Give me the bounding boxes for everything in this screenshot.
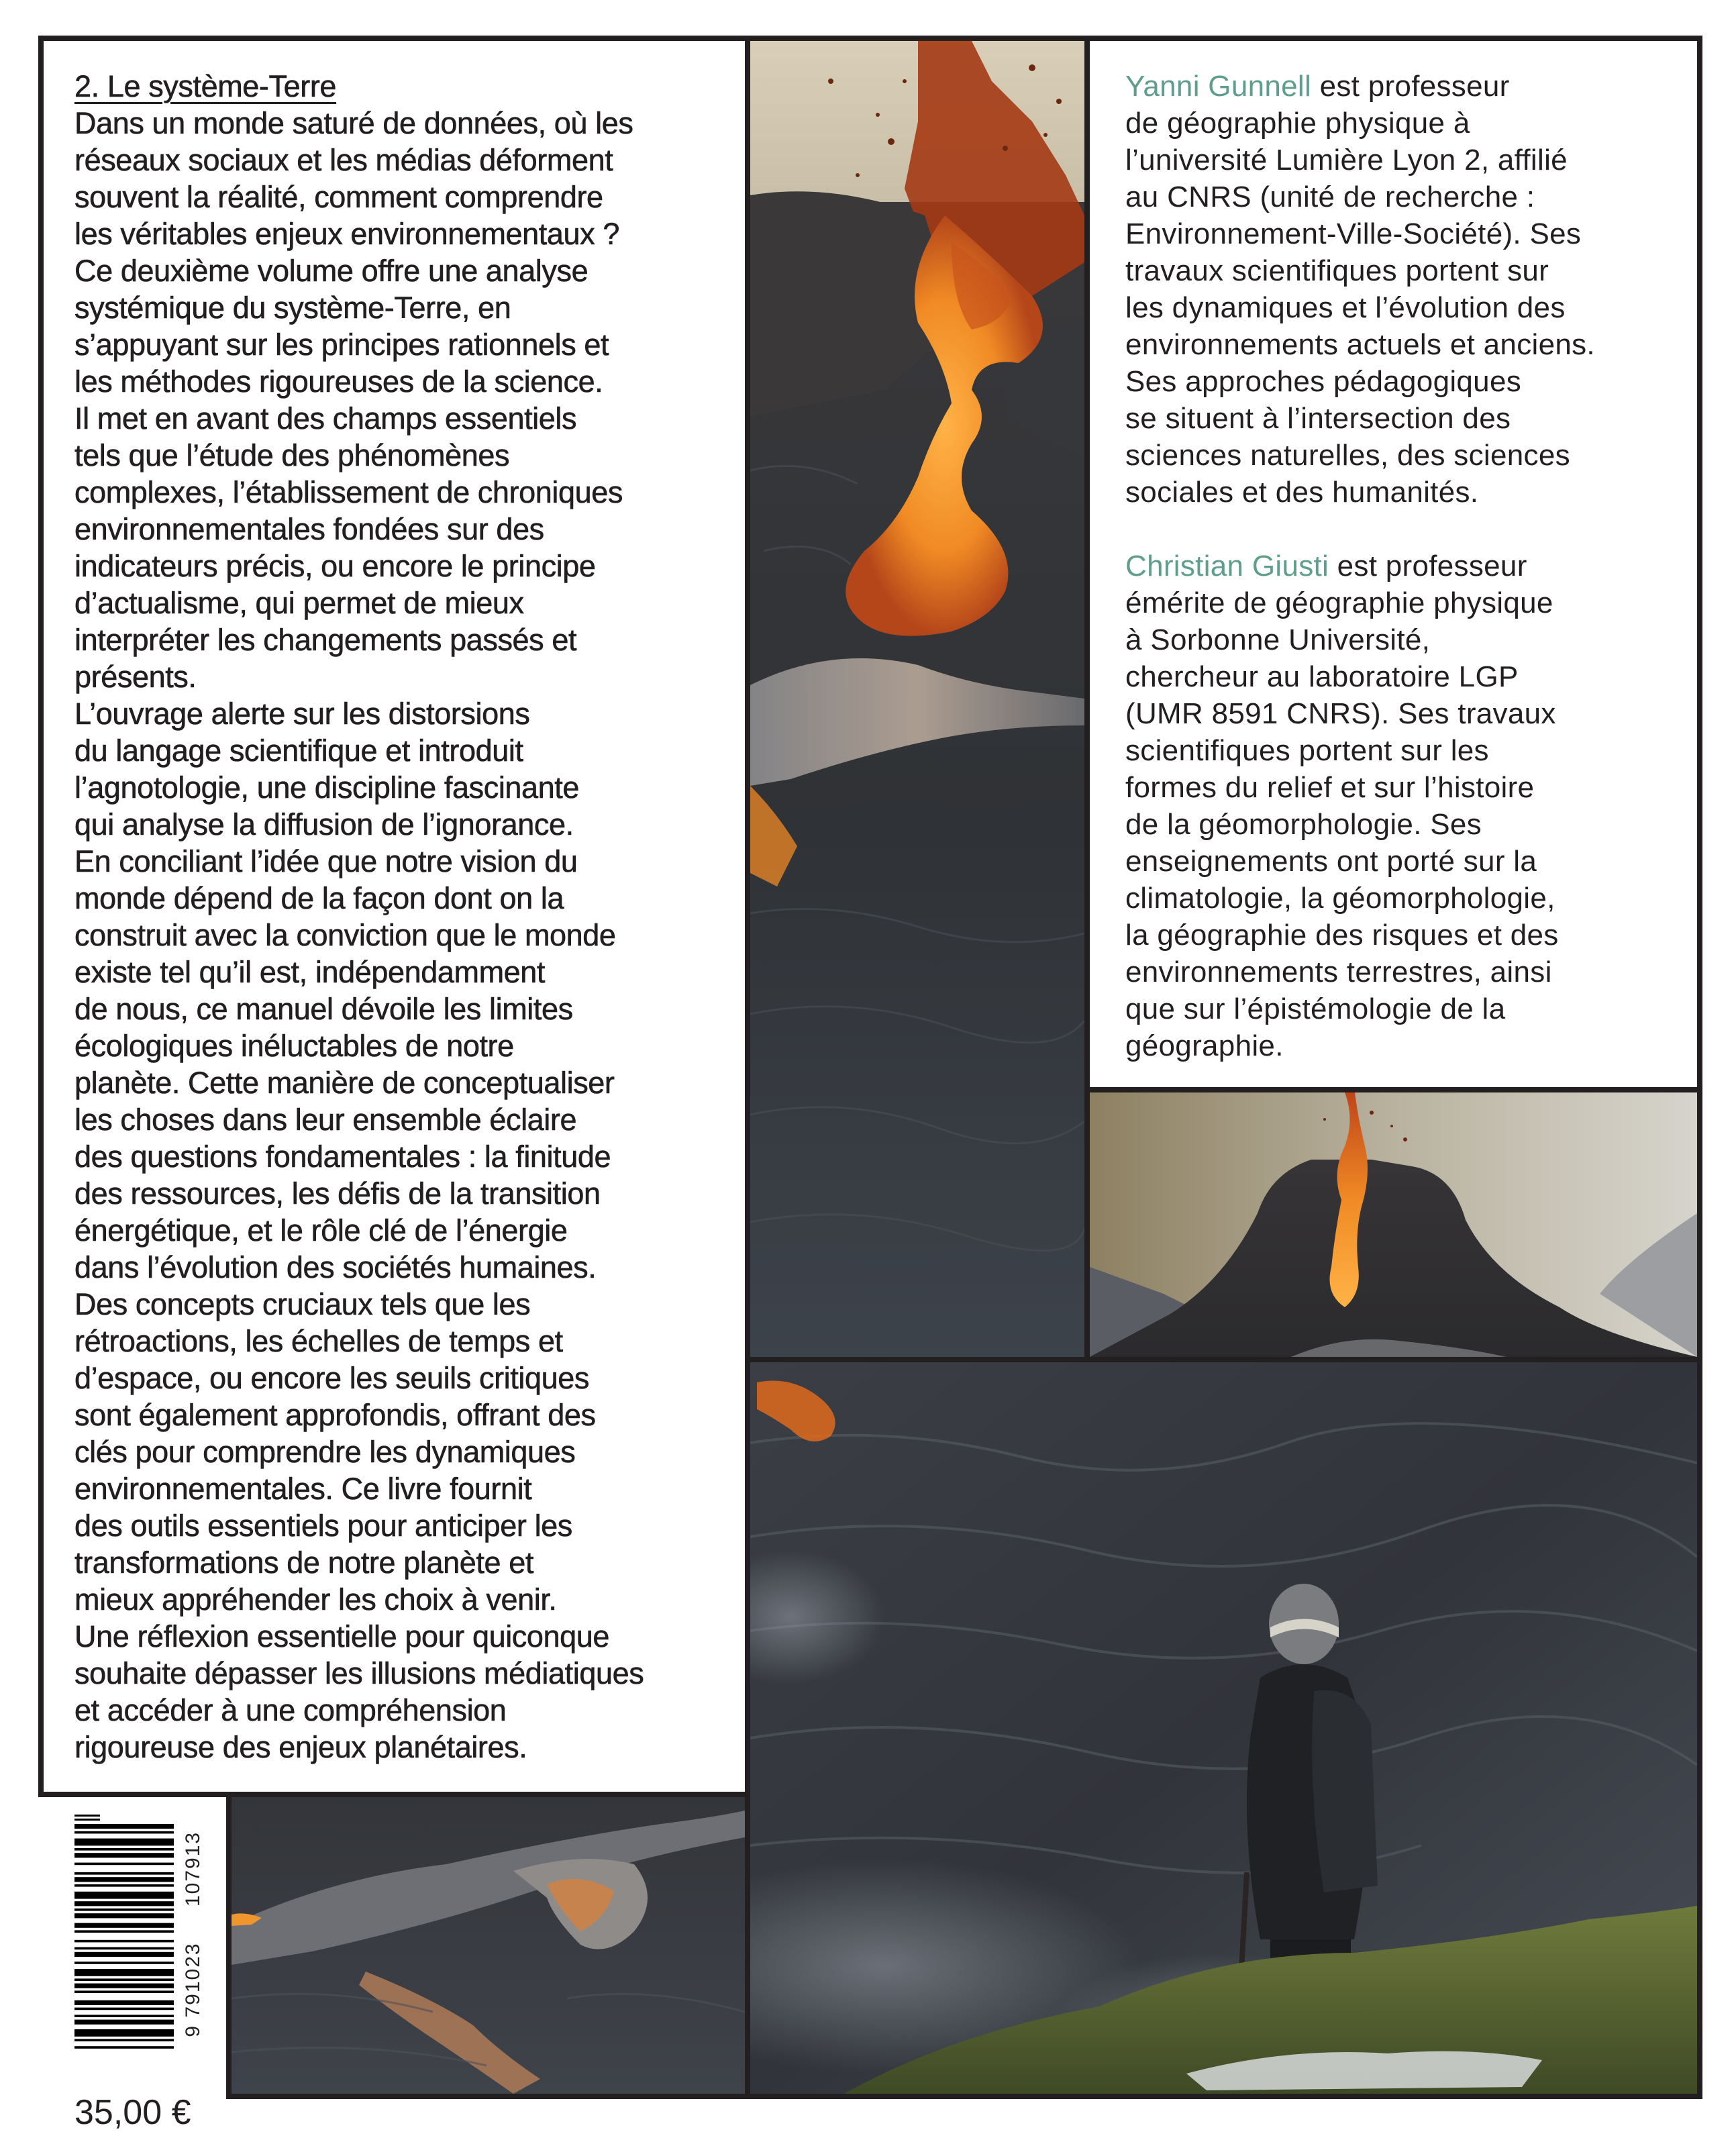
author-bio-line: chercheur au laboratoire LGP bbox=[1125, 660, 1519, 693]
barcode-bar bbox=[74, 1908, 174, 1911]
barcode-bar bbox=[74, 1901, 174, 1906]
author-bio-first-line bbox=[1125, 68, 1595, 105]
description-line: Dans un monde saturé de données, où les bbox=[74, 106, 633, 140]
barcode-bar bbox=[74, 1831, 174, 1834]
barcode-bar bbox=[74, 1863, 174, 1866]
description-line: rétroactions, les échelles de temps et bbox=[74, 1324, 563, 1358]
barcode-bar bbox=[74, 2020, 174, 2025]
description-line: l’agnotologie, une discipline fascinante bbox=[74, 770, 580, 805]
price-label: 35,00 € bbox=[74, 2093, 191, 2132]
description-line: les méthodes rigoureuses de la science. bbox=[74, 364, 603, 399]
barcode-bar bbox=[74, 1952, 174, 1957]
author-name: Christian Giusti bbox=[1125, 550, 1329, 582]
description-line: Il met en avant des champs essentiels bbox=[74, 401, 577, 436]
description-line: Des concepts cruciaux tels que les bbox=[74, 1287, 531, 1321]
author-bio-line: (UMR 8591 CNRS). Ses travaux bbox=[1125, 697, 1556, 730]
author-bio-line: l’université Lumière Lyon 2, affilié bbox=[1125, 144, 1568, 176]
author-bio-line: environnements terrestres, ainsi bbox=[1125, 956, 1552, 988]
barcode-bar bbox=[74, 1969, 174, 1976]
description-line: environnementales. Ce livre fournit bbox=[74, 1472, 532, 1506]
author-bio-line: environnements actuels et anciens. bbox=[1125, 328, 1595, 361]
author-bio-line: à Sorbonne Université, bbox=[1125, 623, 1431, 656]
description-line: rigoureuse des enjeux planétaires. bbox=[74, 1730, 527, 1764]
description-line: qui analyse la diffusion de l’ignorance. bbox=[74, 807, 574, 842]
barcode-bar bbox=[74, 2029, 174, 2037]
description-line: interpréter les changements passés et bbox=[74, 623, 577, 657]
barcode-bar bbox=[74, 1877, 174, 1882]
photo-lava-fissure bbox=[745, 36, 1090, 1362]
barcode-guard-bar bbox=[74, 1815, 100, 1817]
author-bio-line: sociales et des humanités. bbox=[1125, 476, 1479, 509]
author-bio-text: est professeur bbox=[1329, 550, 1527, 582]
author-name: Yanni Gunnell bbox=[1125, 70, 1312, 103]
paragraph-gap bbox=[1125, 511, 1595, 548]
description-line: monde dépend de la façon dont on la bbox=[74, 881, 564, 915]
description-line: et accéder à une compréhension bbox=[74, 1693, 507, 1727]
description-line: Une réflexion essentielle pour quiconque bbox=[74, 1619, 610, 1653]
description-line: d’espace, ou encore les seuils critiques bbox=[74, 1361, 589, 1395]
author-bio-line: la géographie des risques et des bbox=[1125, 919, 1559, 952]
description-line: mieux appréhender les choix à venir. bbox=[74, 1582, 557, 1617]
barcode-bar bbox=[74, 1930, 174, 1933]
author-bio-line: enseignements ont porté sur la bbox=[1125, 845, 1537, 878]
barcode-bar bbox=[74, 2039, 174, 2041]
description-line: systémique du système-Terre, en bbox=[74, 291, 511, 325]
author-bio-line: se situent à l’intersection des bbox=[1125, 402, 1511, 435]
description-line: souvent la réalité, comment comprendre bbox=[74, 180, 603, 214]
author-bio-line: géographie. bbox=[1125, 1029, 1284, 1062]
author-bio-line: les dynamiques et l’évolution des bbox=[1125, 291, 1566, 324]
description-line: réseaux sociaux et les médias déforment bbox=[74, 143, 613, 177]
barcode-bar bbox=[74, 1940, 174, 1943]
description-line: les choses dans leur ensemble éclaire bbox=[74, 1103, 577, 1137]
description-line: énergétique, et le rôle clé de l’énergie bbox=[74, 1213, 568, 1248]
barcode-bar bbox=[74, 1853, 174, 1857]
description-line: clés pour comprendre les dynamiques bbox=[74, 1435, 576, 1469]
barcode-bar bbox=[74, 1824, 174, 1829]
barcode-digits-left: 9 791023 bbox=[182, 1942, 204, 2037]
description-line: planète. Cette manière de conceptualiser bbox=[74, 1066, 615, 1100]
description-line: complexes, l’établissement de chroniques bbox=[74, 475, 623, 509]
description-line: tels que l’étude des phénomènes bbox=[74, 438, 510, 472]
author-bio-line: de géographie physique à bbox=[1125, 107, 1470, 140]
description-panel bbox=[38, 36, 750, 1797]
author-bio-line: émérite de géographie physique bbox=[1125, 587, 1553, 619]
description-line: environnementales fondées sur des bbox=[74, 512, 544, 546]
barcode-bar bbox=[74, 1984, 174, 1988]
isbn-barcode bbox=[74, 1805, 209, 2053]
hiker-lava-field-image bbox=[750, 1362, 1697, 2094]
author-bio-line: de la géomorphologie. Ses bbox=[1125, 808, 1482, 841]
description-text bbox=[74, 68, 644, 1766]
author-bio-line: au CNRS (unité de recherche : bbox=[1125, 181, 1535, 213]
barcode-guard-bar bbox=[74, 1819, 100, 1821]
description-line: du langage scientifique et introduit bbox=[74, 733, 523, 768]
author-bio-line: que sur l’épistémologie de la bbox=[1125, 992, 1506, 1025]
description-line: existe tel qu’il est, indépendamment bbox=[74, 955, 546, 989]
volcano-cone-image bbox=[1090, 1092, 1697, 1357]
barcode-bar bbox=[74, 2015, 174, 2017]
description-line: de nous, ce manuel dévoile les limites bbox=[74, 992, 573, 1026]
description-line: construit avec la conviction que le monde bbox=[74, 918, 616, 952]
barcode-bar bbox=[74, 1892, 174, 1899]
description-line: s’appuyant sur les principes rationnels et bbox=[74, 327, 609, 362]
description-line: des questions fondamentales : la finitude bbox=[74, 1139, 611, 1174]
description-line: transformations de notre planète et bbox=[74, 1545, 533, 1580]
barcode-bar bbox=[74, 1962, 174, 1964]
authors-text bbox=[1125, 68, 1595, 1064]
description-line: dans l’évolution des sociétés humaines. bbox=[74, 1250, 597, 1284]
lava-fissure-image bbox=[750, 41, 1084, 1357]
author-bio-line: climatologie, la géomorphologie, bbox=[1125, 882, 1555, 915]
barcode-bar bbox=[74, 1913, 174, 1918]
photo-lava-flow bbox=[226, 1792, 750, 2099]
author-bio-line: sciences naturelles, des sciences bbox=[1125, 439, 1570, 472]
barcode-bar bbox=[74, 1848, 174, 1851]
description-line: des outils essentiels pour anticiper les bbox=[74, 1509, 572, 1543]
barcode-digits-right: 107913 bbox=[182, 1831, 204, 1907]
author-bio-line: formes du relief et sur l’histoire bbox=[1125, 771, 1535, 804]
barcode-bar bbox=[74, 2008, 174, 2010]
barcode-bar bbox=[74, 1923, 174, 1928]
barcode-bar bbox=[74, 1947, 174, 1950]
author-bio-line: Environnement-Ville-Société). Ses bbox=[1125, 217, 1582, 250]
lava-flow-image bbox=[232, 1797, 745, 2094]
author-bio-line: scientifiques portent sur les bbox=[1125, 734, 1489, 767]
barcode-bar bbox=[74, 1884, 174, 1887]
author-bio-line: travaux scientifiques portent sur bbox=[1125, 254, 1549, 287]
barcode-bar bbox=[74, 1872, 174, 1875]
description-line: d’actualisme, qui permet de mieux bbox=[74, 586, 524, 620]
description-line: présents. bbox=[74, 660, 197, 694]
photo-volcano-cone bbox=[1084, 1087, 1702, 1362]
barcode-bar bbox=[74, 1978, 174, 1981]
description-line: En conciliant l’idée que notre vision du bbox=[74, 844, 578, 878]
barcode-bar bbox=[74, 2046, 174, 2049]
description-line: écologiques inéluctables de notre bbox=[74, 1029, 514, 1063]
description-line: des ressources, les défis de la transition bbox=[74, 1176, 601, 1211]
author-bio-first-line bbox=[1125, 548, 1595, 584]
volume-title: 2. Le système-Terre bbox=[74, 69, 337, 103]
description-line: L’ouvrage alerte sur les distorsions bbox=[74, 697, 530, 731]
barcode-bar bbox=[74, 1839, 174, 1846]
description-line: les véritables enjeux environnementaux ? bbox=[74, 217, 619, 251]
description-line: Ce deuxième volume offre une analyse bbox=[74, 254, 589, 288]
authors-panel bbox=[1084, 36, 1702, 1092]
barcode-bar bbox=[74, 1990, 174, 1993]
description-line: souhaite dépasser les illusions médiatiques bbox=[74, 1656, 644, 1690]
author-bio-line: Ses approches pédagogiques bbox=[1125, 365, 1522, 398]
description-line: indicateurs précis, ou encore le principe bbox=[74, 549, 596, 583]
barcode-bar bbox=[74, 2000, 174, 2005]
author-bio-text: est professeur bbox=[1311, 70, 1510, 103]
description-line: sont également approfondis, offrant des bbox=[74, 1398, 596, 1432]
barcode-bars bbox=[74, 1805, 209, 2053]
photo-hiker-lava-field bbox=[745, 1357, 1702, 2099]
